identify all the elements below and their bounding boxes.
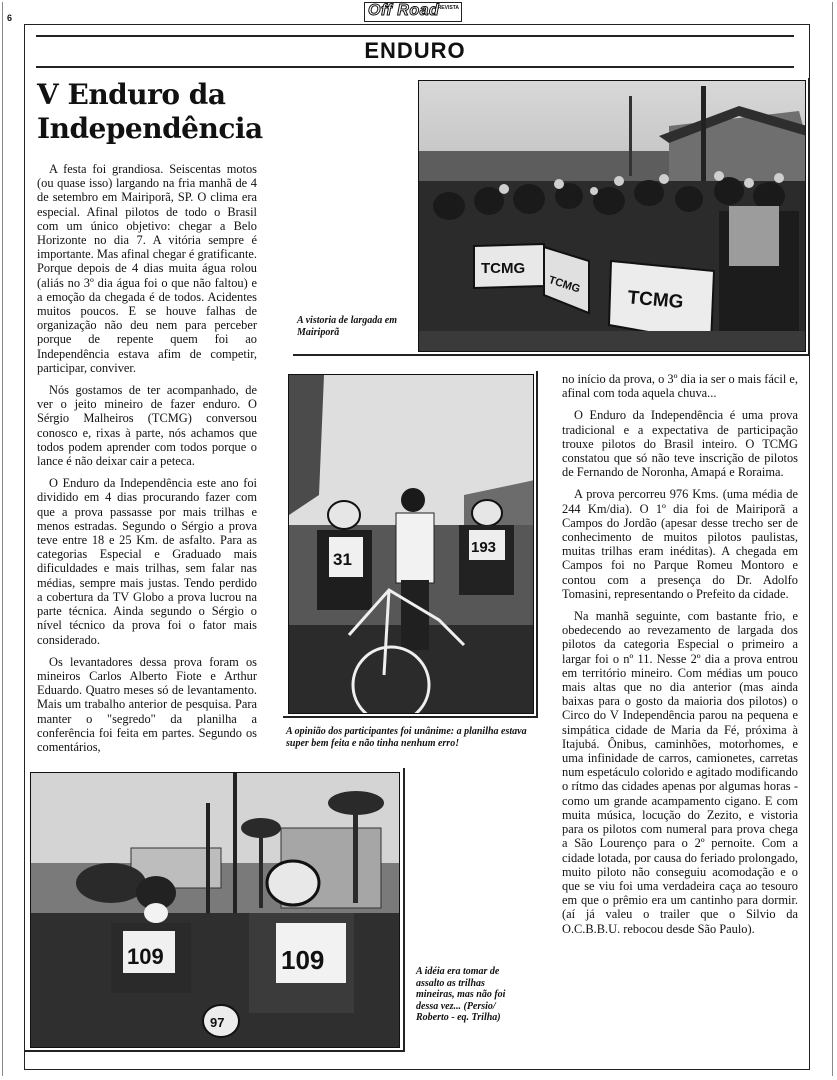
headline-line-1: V Enduro da [37, 78, 226, 111]
section-rule-top [36, 35, 794, 37]
bottom-plate-number: 97 [210, 1015, 225, 1030]
section-title: ENDURO [364, 38, 466, 63]
bottom-photo [30, 772, 400, 1048]
logo-small-text: REVISTA [437, 5, 459, 11]
article-right-column [562, 372, 798, 936]
headline-line-2: Independência [37, 112, 263, 145]
tcmg-banner-1 [474, 244, 544, 288]
bottom-rider-number-2: 109 [281, 945, 325, 975]
logo-text: Off Road [368, 2, 440, 19]
paragraph: Na manhã seguinte, com bastante frio, e obedecendo ao revezamento de largada dos pilotos da categoria Especial o primeiro a largar foi o nº 11. Nesse 2º dia a prova entrou em território mineiro. Com médias um pouco mais altas que no dia anterior (mas ainda baixas para o gosto da maioria dos pilotos) o Circo do V Independência parou na pequena e simpática cidade de Maria da Fé, próxima à Itajubá. Ônibus, caminhões, motorhomes, e uma infinidade de carros, camionetes, carretas num espetáculo colorido e agitado modificando o rítmo das cidades apenas por algumas horas - como um grande acampamento cigano. E com muita música, locução do Zezito, e vistoria para os pilotos com numeral para prova chega a São Lourenço para o 2º pernoite. Com a cidade lotada, por causa do feriado prolongado, muito piloto não conseguiu acomodação e o que se viu foi uma verdadeira caça ao tesouro em que o prêmio era um cantinho para dormir. (aí já valeu o trailer que o Silvio da O.C.B.B.U. rebocou desde São Paulo). [562, 609, 798, 936]
middle-photo [288, 374, 534, 714]
banner-text-1: TCMG [481, 260, 526, 277]
bottom-rider-number-1: 109 [127, 944, 164, 969]
paragraph: Nós gostamos de ter acompanhado, de ver o jeito mineiro de fazer enduro. O Sérgio Malheiros (TCMG) conversou conosco e, rixas à parte, nós achamos que todos podem aprender com todos porque o lance é não deixar cair a peteca. [37, 383, 257, 469]
middle-photo-caption: A opinião dos participantes foi unânime: a planilha estava super bem feita e não tinha nenhum erro! [286, 726, 527, 749]
banner-text-2: TCMG [547, 274, 582, 296]
paragraph: A festa foi grandiosa. Seiscentas motos (ou quase isso) largando na fria manhã de 4 de setembro em Mairiporã, SP. O clima era especial. Afinal pilotos de todo o Brasil com um único objetivo: chegar a Belo Horizonte no dia 7. A vitória sempre é importante. Mas afinal chegar é gratificante. Porque depois de 4 dias muita água rolou (aliás no 3º dia água foi o que não faltou) e a emoção da chegada é de todos. Acidentes muitos poucos. E se houve falhas de organização não deu nem para perceber porque de repente quem foi ao Independência estava afim de competir, participar, conviver. [37, 162, 257, 375]
top-photo-caption: A vistoria de largada em Mairiporã [297, 315, 397, 338]
middle-photo-image [289, 375, 534, 714]
bottom-photo-caption: A idéia era tomar de assalto as trilhas mineiras, mas não foi dessa vez... (Persio/ Roberto - eq. Trilha) [416, 966, 506, 1023]
bottom-photo-image [31, 773, 400, 1048]
rider-number-2: 193 [471, 539, 497, 556]
section-rule-bottom [36, 66, 794, 68]
article-headline [37, 78, 287, 146]
top-photo-image [419, 81, 806, 352]
paragraph: O Enduro da Independência é uma prova tradicional e a expectativa de participação trouxe pilotos do Brasil inteiro. O TCMG constatou que só não teve inscrição de pilotos de Fernando de Noronha, Amapá e Roraima. [562, 408, 798, 480]
page-number: 6 [7, 13, 13, 23]
paragraph: O Enduro da Independência este ano foi dividido em 4 dias procurando fazer com que a prova passasse por mais trilhas e menos estradas. Segundo o Sérgio a prova teve entre 18 e 25 Km. de asfalto. Para as categorias Especial e Graduado mais dificuldades e mais trilhas, sem falar nas médias, sempre mais justas. Tendo perdido a cobertura da TV Globo a prova lucrou na parte técnica. Ainda segundo o Sérgio o nível técnico da prova foi o fator mais considerado. [37, 476, 257, 647]
article-left-column [37, 162, 257, 754]
top-photo [418, 80, 806, 352]
paragraph: Os levantadores dessa prova foram os mineiros Carlos Alberto Fiote e Arthur Eduardo. Quatro meses só de levantamento. Mais um trabalho anterior de pesquisa. Para manter o "segredo" da planilha a conferência foi feita em partes. Segundo os comentários, [37, 654, 257, 754]
masthead-logo [364, 2, 462, 22]
paragraph: no início da prova, o 3º dia ia ser o mais fácil e, afinal com toda aquela chuva... [562, 372, 798, 401]
banner-text-3: TCMG [626, 287, 685, 314]
rider-number-1: 31 [333, 550, 352, 569]
paragraph: A prova percorreu 976 Kms. (uma média de 244 Km/dia). O 1º dia foi de Mairiporã a Campos do Jordão (apesar desse trecho ser de conhecimento de muitos pilotos paulistas, muitas trilhas eram inéditas). A chegada em Campos foi no Parque Romeu Montoro e contou com a presença do Dr. Adolfo Tomasini, representando o Prefeito da cidade. [562, 487, 798, 601]
front-number-plate [203, 1005, 239, 1037]
